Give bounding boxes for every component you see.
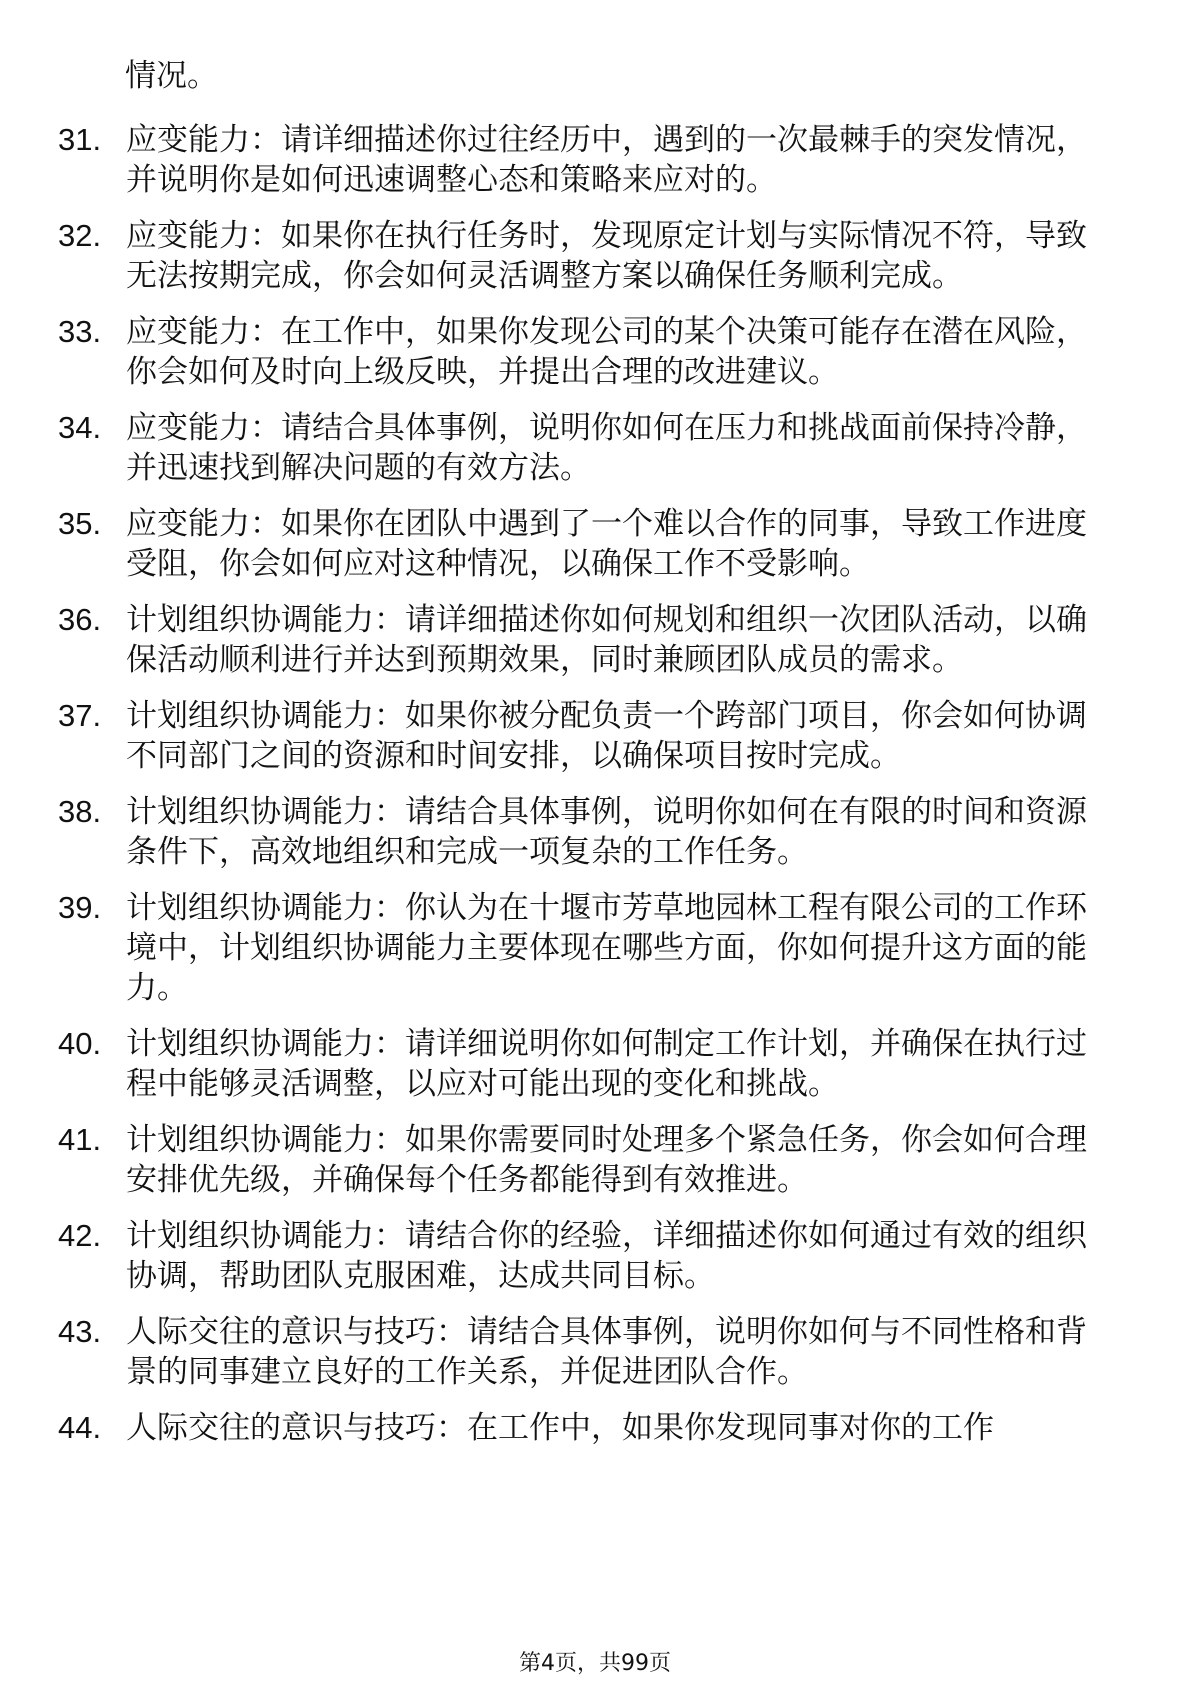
question-item (58, 1120, 1108, 1200)
question-item (58, 792, 1108, 872)
question-number: 32. (58, 218, 102, 253)
page-footer: 第4页，共99页 (519, 1651, 671, 1676)
question-number: 34. (58, 410, 102, 445)
question-item (58, 408, 1108, 488)
question-number: 43. (58, 1314, 102, 1349)
question-item (58, 1024, 1108, 1104)
question-list (58, 120, 1108, 1464)
question-number: 40. (58, 1026, 102, 1061)
question-text: 计划组织协调能力：如果你需要同时处理多个紧急任务，你会如何合理安排优先级，并确保每个任务都能得到有效推进。 (126, 1122, 1087, 1198)
question-text: 人际交往的意识与技巧：在工作中，如果你发现同事对你的工作 (126, 1410, 994, 1446)
question-text: 应变能力：如果你在团队中遇到了一个难以合作的同事，导致工作进度受阻，你会如何应对这种情况，以确保工作不受影响。 (126, 506, 1087, 582)
question-number: 41. (58, 1122, 102, 1157)
question-item (58, 888, 1108, 1008)
question-item (58, 600, 1108, 680)
question-item (58, 1408, 1108, 1448)
question-number: 44. (58, 1410, 102, 1445)
question-number: 31. (58, 122, 102, 157)
question-number: 33. (58, 314, 102, 349)
question-text: 计划组织协调能力：请结合具体事例，说明你如何在有限的时间和资源条件下，高效地组织和完成一项复杂的工作任务。 (126, 794, 1087, 870)
question-number: 38. (58, 794, 102, 829)
question-item (58, 1312, 1108, 1392)
question-item (58, 120, 1108, 200)
question-number: 37. (58, 698, 102, 733)
question-number: 39. (58, 890, 102, 925)
question-text: 应变能力：在工作中，如果你发现公司的某个决策可能存在潜在风险，你会如何及时向上级反映，并提出合理的改进建议。 (126, 314, 1087, 390)
question-item (58, 216, 1108, 296)
question-item (58, 1216, 1108, 1296)
question-text: 应变能力：如果你在执行任务时，发现原定计划与实际情况不符，导致无法按期完成，你会如何灵活调整方案以确保任务顺利完成。 (126, 218, 1087, 294)
question-item (58, 312, 1108, 392)
continuation-text: 情况。 (125, 58, 218, 94)
question-text: 计划组织协调能力：请详细说明你如何制定工作计划，并确保在执行过程中能够灵活调整，以应对可能出现的变化和挑战。 (126, 1026, 1087, 1102)
question-number: 35. (58, 506, 102, 541)
question-number: 42. (58, 1218, 102, 1253)
question-item (58, 696, 1108, 776)
question-item (58, 504, 1108, 584)
question-text: 计划组织协调能力：请详细描述你如何规划和组织一次团队活动，以确保活动顺利进行并达到预期效果，同时兼顾团队成员的需求。 (126, 602, 1087, 678)
question-number: 36. (58, 602, 102, 637)
question-text: 应变能力：请详细描述你过往经历中，遇到的一次最棘手的突发情况，并说明你是如何迅速调整心态和策略来应对的。 (126, 122, 1087, 198)
question-text: 计划组织协调能力：如果你被分配负责一个跨部门项目，你会如何协调不同部门之间的资源和时间安排，以确保项目按时完成。 (126, 698, 1087, 774)
question-text: 人际交往的意识与技巧：请结合具体事例，说明你如何与不同性格和背景的同事建立良好的工作关系，并促进团队合作。 (126, 1314, 1087, 1390)
question-text: 计划组织协调能力：请结合你的经验，详细描述你如何通过有效的组织协调，帮助团队克服困难，达成共同目标。 (126, 1218, 1087, 1294)
question-text: 应变能力：请结合具体事例，说明你如何在压力和挑战面前保持冷静，并迅速找到解决问题的有效方法。 (126, 410, 1087, 486)
question-text: 计划组织协调能力：你认为在十堰市芳草地园林工程有限公司的工作环境中，计划组织协调能力主要体现在哪些方面，你如何提升这方面的能力。 (126, 890, 1087, 1006)
